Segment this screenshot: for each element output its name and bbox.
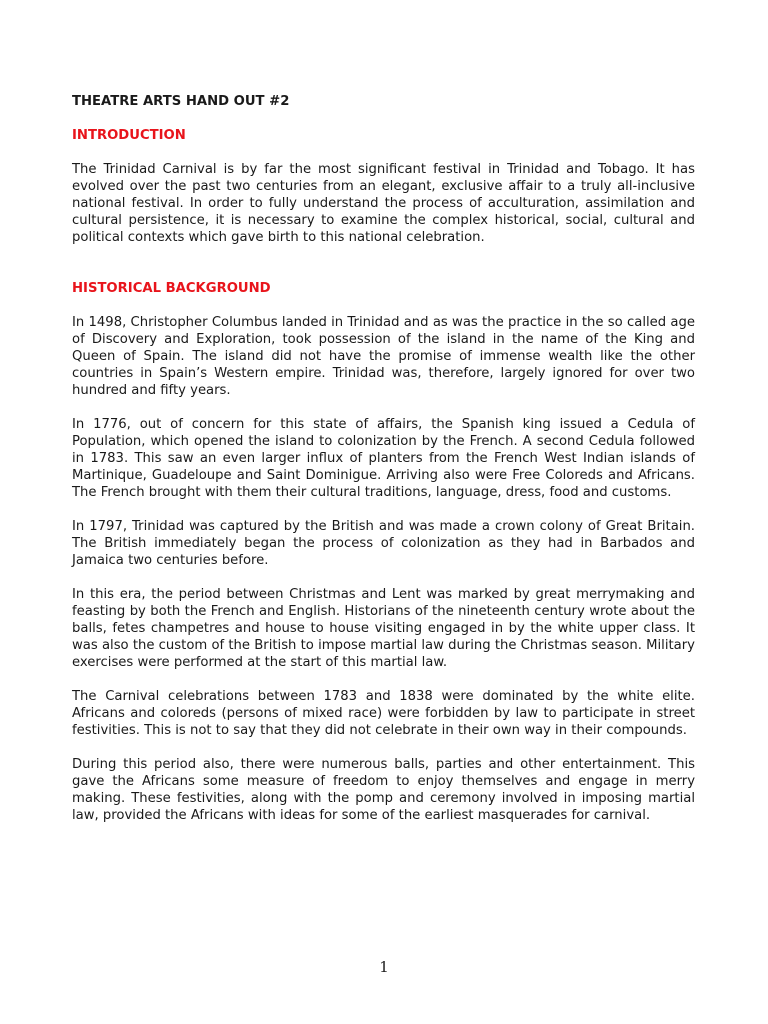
paragraph: In 1498, Christopher Columbus landed in Trinidad and as was the practice in the so called age of Discovery and Exploration, took possession of the island in the name of the King and Queen of Spain. The island did not have the promise of immense wealth like the other countries in Spain’s Western empire. Trinidad was, therefore, largely ignored for over two hundred and fifty years. xyxy=(72,315,695,398)
introduction-heading: INTRODUCTION xyxy=(72,128,186,143)
paragraph: In 1797, Trinidad was captured by the British and was made a crown colony of Great Britain. The British immediately began the process of colonization as they had in Barbados and Jamaica two centuries before. xyxy=(72,519,695,568)
page-number: 1 xyxy=(379,958,389,976)
paragraph: During this period also, there were numerous balls, parties and other entertainment. This gave the Africans some measure of freedom to enjoy themselves and engage in merry making. These festivities, along with the pomp and ceremony involved in imposing martial law, provided the Africans with ideas for some of the earliest masquerades for carnival. xyxy=(72,757,695,823)
document-title: THEATRE ARTS HAND OUT #2 xyxy=(72,94,290,109)
paragraph: In 1776, out of concern for this state of affairs, the Spanish king issued a Cedula of Population, which opened the island to colonization by the French. A second Cedula followed in 1783. This saw an even larger influx of planters from the French West Indian islands of Martinique, Guadeloupe and Saint Dominigue. Arriving also were Free Coloreds and Africans. The French brought with them their cultural traditions, language, dress, food and customs. xyxy=(72,417,695,500)
introduction-paragraph: The Trinidad Carnival is by far the most significant festival in Trinidad and Tobago. It has evolved over the past two centuries from an elegant, exclusive affair to a truly all-inclusive national festival. In order to fully understand the process of acculturation, assimilation and cultural persistence, it is necessary to examine the complex historical, social, cultural and political contexts which gave birth to this national celebration. xyxy=(72,162,695,245)
paragraph: The Carnival celebrations between 1783 and 1838 were dominated by the white elite. Africans and coloreds (persons of mixed race) were forbidden by law to participate in street festivities. This is not to say that they did not celebrate in their own way in their compounds. xyxy=(72,689,695,738)
paragraph: In this era, the period between Christmas and Lent was marked by great merrymaking and feasting by both the French and English. Historians of the nineteenth century wrote about the balls, fetes champetres and house to house visiting engaged in by the white upper class. It was also the custom of the British to impose martial law during the Christmas season. Military exercises were performed at the start of this martial law. xyxy=(72,587,695,670)
document-body xyxy=(72,93,695,841)
historical-background-heading: HISTORICAL BACKGROUND xyxy=(72,281,271,296)
